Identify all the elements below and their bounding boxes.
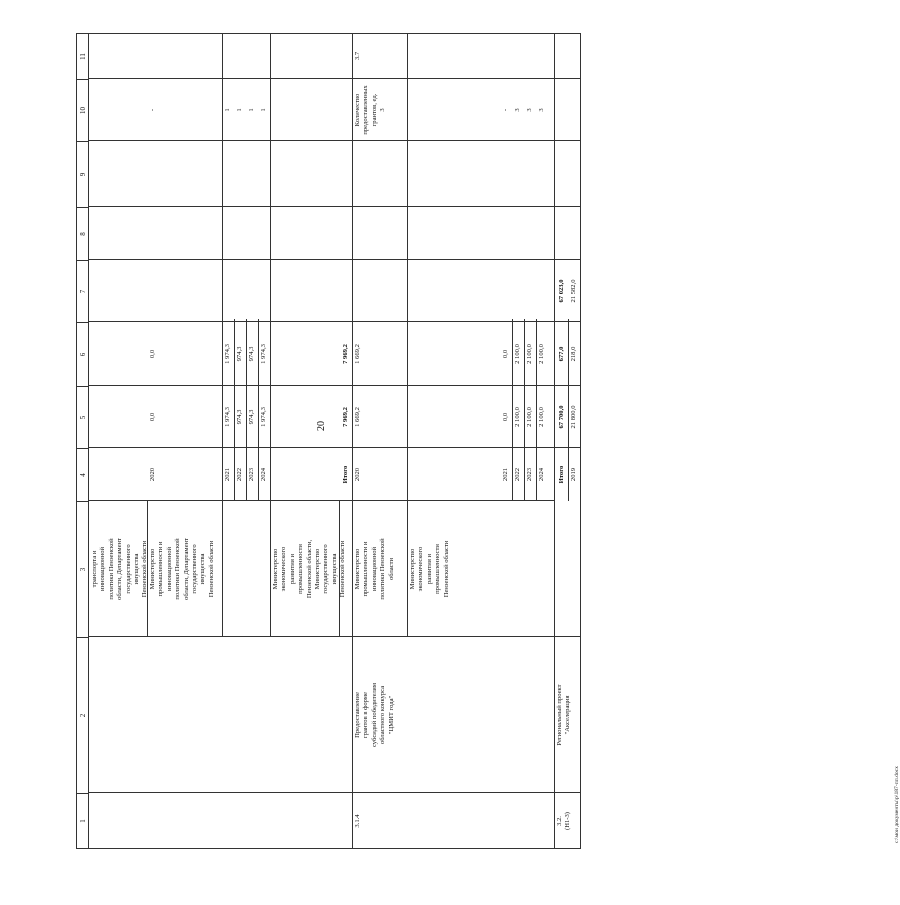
value-cell: 21 800,0 (570, 405, 577, 429)
row-divider (536, 319, 537, 501)
value-cell: 2 100,0 (526, 344, 533, 364)
row-divider (234, 319, 235, 501)
value-cell: 1 974,3 (224, 344, 231, 364)
total-value: 67 700,0 (558, 405, 565, 429)
value-cell: 0,0 (502, 412, 509, 422)
column-divider (89, 500, 554, 501)
value-cell: 2 100,0 (538, 344, 545, 364)
target-ref: 3.7 (354, 51, 361, 61)
row-divider (258, 319, 259, 501)
year-cell: 2024 (260, 467, 267, 482)
row-divider (352, 33, 353, 849)
row-divider (512, 319, 513, 501)
executor-text: транспорта и инновационной политики Пензенской области, Департамент государственного имущества Пензенской области (91, 538, 149, 600)
value-cell: 2 100,0 (514, 344, 521, 364)
row-divider (554, 33, 555, 849)
row-divider (524, 319, 525, 501)
table-border (89, 33, 581, 34)
col-header-2: 2 (76, 637, 89, 793)
value-cell: 1 974,3 (260, 407, 267, 427)
indicator-value: 1 (248, 108, 255, 112)
total-value: 7 969,2 (342, 344, 349, 364)
row-divider (222, 33, 223, 637)
indicator-value: 3 (538, 108, 545, 112)
column-divider (89, 792, 581, 793)
indicator-value: 3 (514, 108, 521, 112)
year-cell: 2019 (570, 467, 577, 482)
row-divider (580, 33, 581, 849)
total-value: 7 969,2 (342, 407, 349, 427)
indicator-value: 1 (224, 108, 231, 112)
value-cell: 974,3 (236, 346, 243, 362)
year-cell: 2020 (354, 467, 361, 482)
col-header-6: 6 (76, 322, 89, 386)
col-header-9: 9 (76, 141, 89, 207)
col-header-8: 8 (76, 207, 89, 260)
col-header-4: 4 (76, 448, 89, 501)
value-cell: 1 669,2 (354, 344, 361, 364)
year-cell: 2021 (224, 467, 231, 482)
indicator-value: 1 (260, 108, 267, 112)
col-header-7: 7 (76, 260, 89, 322)
value-cell: 1 669,2 (354, 407, 361, 427)
year-cell: 2021 (502, 467, 509, 482)
indicator-value: - (502, 108, 509, 112)
col-header-10: 10 (76, 79, 89, 141)
column-divider (89, 206, 581, 207)
total-label: Итого (558, 465, 565, 484)
indicator-value: - (149, 108, 156, 112)
year-cell: 2020 (149, 467, 156, 482)
year-cell: 2022 (236, 467, 243, 482)
value-cell: 218,0 (570, 346, 577, 362)
value-cell: 974,3 (248, 346, 255, 362)
table-border (89, 848, 581, 849)
col-header-5: 5 (76, 386, 89, 448)
total-value: 677,0 (558, 346, 565, 362)
measure-number: 3.2. (Н1-3) (556, 812, 572, 830)
year-cell: 2023 (248, 467, 255, 482)
value-cell: 21 582,0 (570, 279, 577, 303)
indicator-value: 3 (526, 108, 533, 112)
value-cell: 1 974,3 (224, 407, 231, 427)
executor-text: Министерство промышленности и инновационной политики Пензенской области, Департамент государственного имущества Пензенской области (149, 538, 215, 600)
year-cell: 2024 (538, 467, 545, 482)
value-cell: 2 100,0 (526, 407, 533, 427)
col-header-3: 3 (76, 501, 89, 637)
value-cell: 974,3 (248, 409, 255, 425)
measure-number: 3.1.4 (354, 814, 361, 828)
executor-text: Министерство промышленности и инновационной политики Пензенской области (354, 538, 395, 600)
col-header-11: 11 (76, 33, 89, 79)
column-divider (89, 259, 581, 260)
total-label: Итого (342, 465, 349, 484)
column-divider (89, 636, 581, 637)
row-divider (270, 33, 271, 637)
measure-name: Региональный проект "Акселерация (556, 684, 572, 746)
indicator-value: 3 (379, 108, 386, 112)
year-cell: 2022 (514, 467, 521, 482)
row-divider (407, 33, 408, 637)
program-table (76, 33, 900, 849)
indicator-name: Количество предоставленных грантов, ед. (354, 85, 378, 135)
page-number: 20 (316, 421, 327, 431)
indicator-value: 1 (236, 108, 243, 112)
value-cell: 1 974,3 (260, 344, 267, 364)
executor-text: Министерство экономического развития и промышленности Пензенской области, Министерство государственного имущества Пензенской области (272, 539, 347, 599)
value-cell: 0,0 (502, 349, 509, 359)
row-divider (568, 319, 569, 501)
total-value: 67 023,0 (558, 279, 565, 303)
value-cell: 0,0 (149, 412, 156, 422)
col-header-1: 1 (76, 793, 89, 849)
value-cell: 2 100,0 (514, 407, 521, 427)
value-cell: 974,3 (236, 409, 243, 425)
executor-text: Министерство экономического развития и промышленности Пензенской области (409, 540, 450, 598)
year-cell: 2023 (526, 467, 533, 482)
row-divider (246, 319, 247, 501)
file-path-footer: c:\мои документы\р\187-пп.docx (894, 766, 900, 843)
measure-name: Предоставление грантов в форме субсидий победителям областного конкурса "ЦМИТ года" (354, 682, 395, 748)
value-cell: 2 100,0 (538, 407, 545, 427)
value-cell: 0,0 (149, 349, 156, 359)
